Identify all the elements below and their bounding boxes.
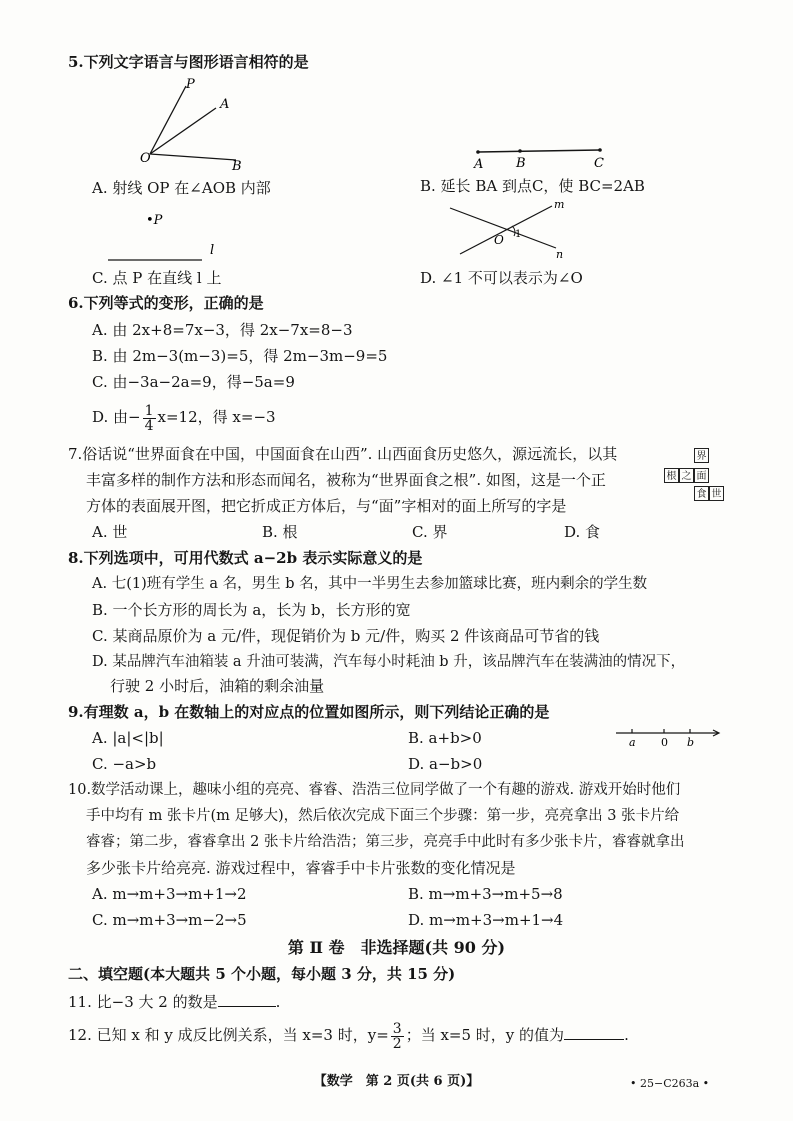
q8-stem: 8.下列选项中，可用代数式 a−2b 表示实际意义的是	[68, 549, 423, 567]
q6-d-fraction	[143, 404, 156, 433]
label-p: •P	[146, 213, 163, 228]
q8-option-c: C. 某商品原价为 a 元/件，现促销价为 b 元/件，购买 2 件该商品可节省的钱	[92, 627, 600, 645]
label-p: P	[186, 77, 195, 92]
q5-figure-b	[466, 140, 616, 174]
net-cell-3: 之	[679, 468, 694, 483]
q6-option-b: B. 由 2m−3(m−3)=5，得 2m−3m−9=5	[92, 347, 388, 365]
q5-figure-c	[90, 208, 240, 266]
net-cell-1: 界	[694, 448, 709, 463]
q9-option-c: C. −a>b	[92, 755, 157, 773]
label-n: n	[556, 248, 564, 261]
q10-line4: 多少张卡片给亮亮. 游戏过程中，睿睿手中卡片张数的变化情况是	[86, 859, 516, 877]
q10-line3: 睿睿；第二步，睿睿拿出 2 张卡片给浩浩；第三步，亮亮手中此时有多少张卡片，睿睿就拿出	[86, 834, 685, 850]
q5-figure-d	[440, 196, 580, 266]
q5-option-b: B. 延长 BA 到点C，使 BC=2AB	[420, 177, 645, 195]
label-c: C	[594, 156, 604, 171]
net-cell-6: 世	[709, 486, 724, 501]
q7-option-b: B. 根	[262, 523, 298, 541]
q10-line1: 10.数学活动课上，趣味小组的亮亮、睿睿、浩浩三位同学做了一个有趣的游戏. 游戏开始时他们	[68, 782, 681, 798]
q11-end: .	[275, 993, 281, 1011]
q12-numerator: 3	[392, 1020, 402, 1037]
q8-option-d-line2: 行驶 2 小时后，油箱的剩余油量	[110, 677, 325, 695]
q12-denominator: 2	[392, 1035, 402, 1052]
q5-figure-a	[128, 76, 258, 172]
q10-option-b: B. m→m+3→m+5→8	[408, 885, 563, 903]
point-a	[476, 150, 480, 154]
label-a: A	[220, 97, 230, 112]
cube-net	[664, 448, 724, 508]
q12-answer-blank[interactable]	[564, 1025, 624, 1040]
net-cell-2: 根	[664, 468, 679, 483]
label-b: b	[687, 736, 695, 749]
q12-end: .	[624, 1026, 629, 1044]
q12-post: ；当 x=5 时，y 的值为	[405, 1026, 565, 1044]
label-a: a	[629, 736, 636, 749]
q11-answer-blank[interactable]	[218, 992, 276, 1007]
ray-op	[150, 86, 186, 154]
q6-d-post: x=12，得 x=−3	[157, 408, 276, 426]
q5-option-a: A. 射线 OP 在∠AOB 内部	[92, 179, 271, 197]
q6-option-a: A. 由 2x+8=7x−3，得 2x−7x=8−3	[92, 321, 353, 339]
q12-fraction	[391, 1022, 404, 1051]
label-zero: 0	[661, 736, 668, 749]
q8-option-b: B. 一个长方形的周长为 a，长为 b，长方形的宽	[92, 601, 411, 619]
label-b: B	[232, 159, 242, 172]
q7-option-a: A. 世	[92, 523, 128, 541]
q8-option-a: A. 七(1)班有学生 a 名，男生 b 名，其中一半男生去参加篮球比赛，班内剩余的学生数	[92, 576, 648, 592]
q6-option-d	[92, 400, 276, 434]
label-1: 1	[515, 229, 522, 240]
q10-option-c: C. m→m+3→m−2→5	[92, 911, 247, 929]
q10-option-a: A. m→m+3→m+1→2	[92, 885, 247, 903]
net-cell-5: 食	[694, 486, 709, 501]
q6-stem: 6.下列等式的变形，正确的是	[68, 294, 264, 312]
q9-option-a: A. |a|<|b|	[92, 729, 164, 747]
q7-option-d: D. 食	[564, 523, 601, 541]
point-b	[518, 149, 522, 153]
q6-option-c: C. 由−3a−2a=9，得−5a=9	[92, 373, 295, 391]
paper-code: • 25−C263a •	[630, 1077, 710, 1090]
q12	[68, 1018, 629, 1052]
q7-line2: 丰富多样的制作方法和形态而闻名，被称为“世界面食之根”. 如图，这是一个正	[86, 471, 606, 489]
q9-option-b: B. a+b>0	[408, 729, 482, 747]
number-line	[614, 724, 724, 750]
q10-line2: 手中均有 m 张卡片(m 足够大)，然后依次完成下面三个步骤：第一步，亮亮拿出 3 张卡片给	[86, 808, 680, 824]
label-m: m	[554, 198, 565, 211]
q5-option-d: D. ∠1 不可以表示为∠O	[420, 269, 583, 287]
part2-title: 第 Ⅱ 卷 非选择题(共 90 分)	[287, 938, 506, 957]
segment-ac	[478, 150, 600, 152]
label-o: O	[140, 151, 151, 166]
q10-option-d: D. m→m+3→m+1→4	[408, 911, 564, 929]
section2-heading: 二、填空题(本大题共 5 个小题，每小题 3 分，共 15 分)	[68, 965, 456, 983]
q12-pre: 12. 已知 x 和 y 成反比例关系，当 x=3 时，y=	[68, 1026, 389, 1044]
page-footer: 【数学 第 2 页(共 6 页)】	[313, 1074, 480, 1089]
q11-text: 11. 比−3 大 2 的数是	[68, 993, 218, 1011]
q7-line3: 方体的表面展开图，把它折成正方体后，与“面”字相对的面上所写的字是	[86, 497, 567, 515]
q6-d-denominator: 4	[144, 417, 154, 434]
q6-d-numerator: 1	[144, 402, 154, 419]
q5-stem: 5.下列文字语言与图形语言相符的是	[68, 53, 309, 71]
point-c	[598, 148, 602, 152]
q8-option-d-line1: D. 某品牌汽车油箱装 a 升油可装满，汽车每小时耗油 b 升，该品牌汽车在装满油的情况下，	[92, 654, 686, 670]
ray-ob	[150, 154, 236, 160]
q7-option-c: C. 界	[412, 523, 448, 541]
label-o: O	[494, 233, 504, 247]
label-b: B	[516, 156, 526, 171]
q9-stem: 9.有理数 a，b 在数轴上的对应点的位置如图所示，则下列结论正确的是	[68, 703, 550, 721]
q9-option-d: D. a−b>0	[408, 755, 483, 773]
q6-d-pre: D. 由−	[92, 408, 141, 426]
net-cell-4: 面	[694, 468, 709, 483]
q11	[68, 992, 280, 1012]
q5-option-c: C. 点 P 在直线 l 上	[92, 269, 222, 287]
q7-line1: 7.俗话说“世界面食在中国，中国面食在山西”. 山西面食历史悠久，源远流长，以其	[68, 445, 618, 463]
ray-oa	[150, 108, 216, 154]
line-m	[460, 206, 552, 254]
label-l: l	[210, 243, 215, 258]
label-a: A	[474, 157, 484, 172]
